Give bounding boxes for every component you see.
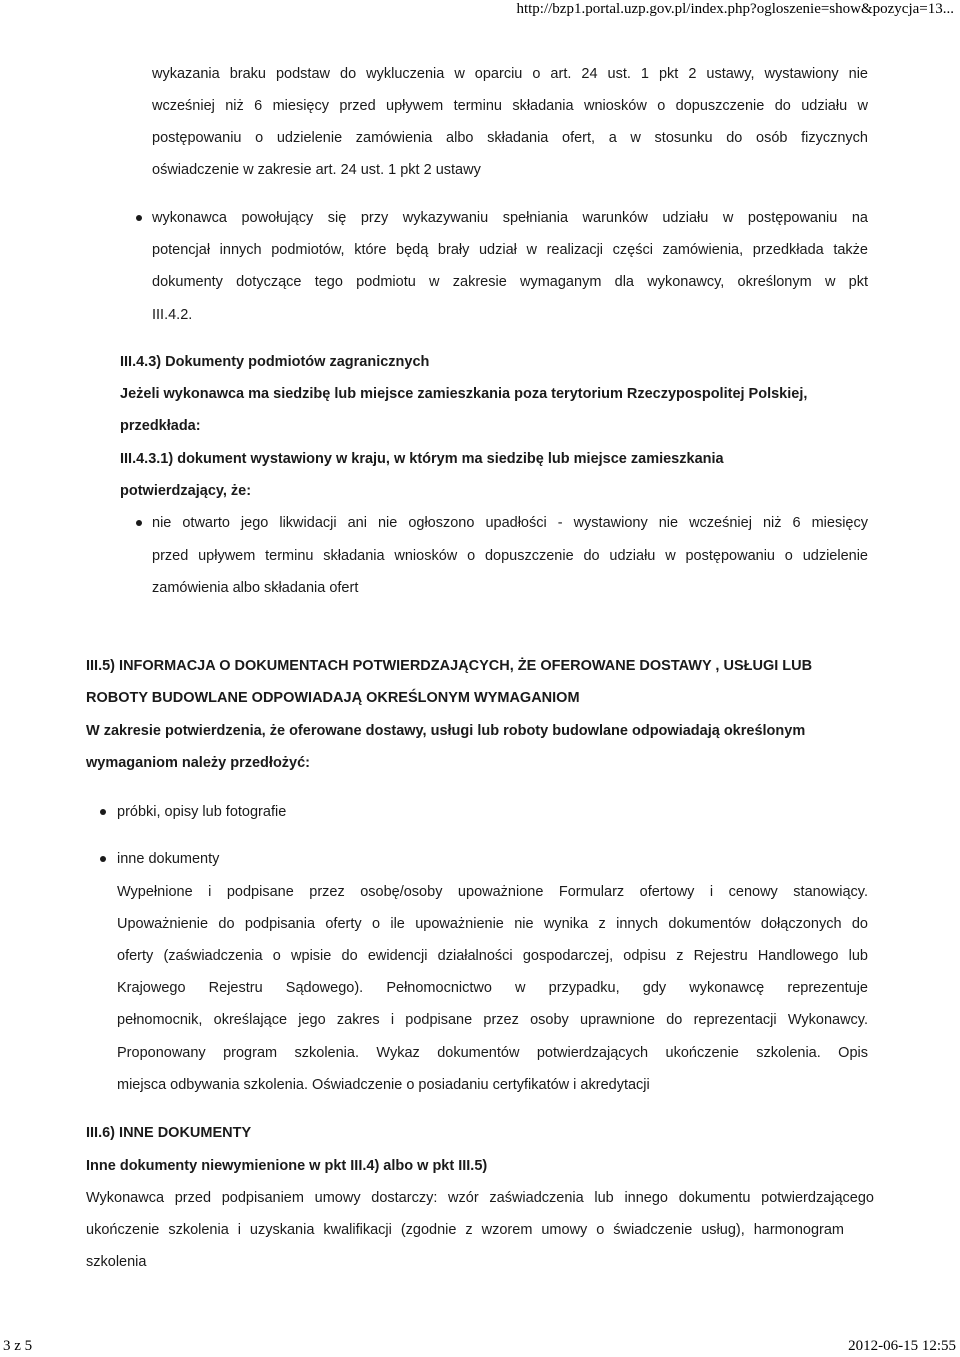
text-line: Wypełnione i podpisane przez osobę/osoby upoważnione Formularz ofertowy i cenowy stanowiący.: [117, 884, 868, 900]
text-line: III.4.3.1) dokument wystawiony w kraju, w którym ma siedzibę lub miejsce zamieszkania: [120, 451, 724, 467]
text-line: ukończenie szkolenia i uzyskania kwalifikacji (zgodnie z wzorem umowy o świadczenie usług), harmonogram: [86, 1222, 844, 1238]
section-subheading: Inne dokumenty niewymienione w pkt III.4) albo w pkt III.5): [86, 1158, 488, 1174]
text-line: pełnomocnik, określające jego zakres i podpisane przez osoby uprawnione do reprezentacji Wykonawcy.: [117, 1012, 868, 1028]
text-line: przedkłada:: [120, 418, 201, 434]
text-line: wykonawca powołujący się przy wykazywaniu spełniania warunków udziału w postępowaniu na: [152, 210, 868, 226]
print-datetime: 2012-06-15 12:55: [848, 1338, 956, 1354]
text-line: wymaganiom należy przedłożyć:: [86, 755, 311, 771]
text-line: W zakresie potwierdzenia, że oferowane dostawy, usługi lub roboty budowlane odpowiadają określonym: [86, 723, 806, 739]
bullet-icon: [136, 215, 142, 221]
bullet-icon: [100, 856, 106, 862]
text-line: zamówienia albo składania ofert: [152, 580, 359, 596]
page-url-header: http://bzp1.portal.uzp.gov.pl/index.php?ogloszenie=show&pozycja=13...: [516, 1, 954, 17]
text-line: Upoważnienie do podpisania oferty o ile upoważnienie nie wynika z innych dokumentów dołączonych do: [117, 916, 868, 932]
text-line: wykazania braku podstaw do wykluczenia w oparciu o art. 24 ust. 1 pkt 2 ustawy, wystawiony nie: [152, 66, 868, 82]
text-line: dokumenty dotyczące tego podmiotu w zakresie wymaganym dla wykonawcy, określonym w pkt: [152, 274, 868, 290]
list-item: inne dokumenty: [117, 851, 220, 867]
text-line: potwierdzający, że:: [120, 483, 252, 499]
text-line: Jeżeli wykonawca ma siedzibę lub miejsce zamieszkania poza terytorium Rzeczypospolitej Polskiej,: [120, 386, 808, 402]
section-heading: III.4.3) Dokumenty podmiotów zagranicznych: [120, 354, 430, 370]
text-line: postępowaniu o udzielenie zamówienia albo składania ofert, a w stosunku do osób fizycznych: [152, 130, 868, 146]
text-line: oświadczenie w zakresie art. 24 ust. 1 pkt 2 ustawy: [152, 162, 481, 178]
bullet-icon: [100, 809, 106, 815]
text-line: Krajowego Rejestru Sądowego). Pełnomocnictwo w przypadku, gdy wykonawcę reprezentuje: [117, 980, 868, 996]
text-line: nie otwarto jego likwidacji ani nie ogłoszono upadłości - wystawiony nie wcześniej niż 6 miesięcy: [152, 515, 868, 531]
section-heading: III.6) INNE DOKUMENTY: [86, 1125, 252, 1141]
bullet-icon: [136, 520, 142, 526]
text-line: szkolenia: [86, 1254, 147, 1270]
text-line: potencjał innych podmiotów, które będą brały udział w realizacji części zamówienia, przedkłada także: [152, 242, 868, 258]
text-line: wcześniej niż 6 miesięcy przed upływem terminu składania wniosków o dopuszczenie do udziału w: [152, 98, 868, 114]
text-line: III.4.2.: [152, 307, 193, 323]
list-item: próbki, opisy lub fotografie: [117, 804, 287, 820]
text-line: miejsca odbywania szkolenia. Oświadczenie o posiadaniu certyfikatów i akredytacji: [117, 1077, 650, 1093]
page-number: 3 z 5: [3, 1338, 33, 1354]
section-heading: ROBOTY BUDOWLANE ODPOWIADAJĄ OKREŚLONYM WYMAGANIOM: [86, 690, 580, 706]
text-line: Wykonawca przed podpisaniem umowy dostarczy: wzór zaświadczenia lub innego dokumentu potwierdzającego: [86, 1190, 874, 1206]
section-heading: III.5) INFORMACJA O DOKUMENTACH POTWIERDZAJĄCYCH, ŻE OFEROWANE DOSTAWY , USŁUGI LUB: [86, 658, 813, 674]
text-line: Proponowany program szkolenia. Wykaz dokumentów potwierdzających ukończenie szkolenia. Opis: [117, 1045, 868, 1061]
text-line: przed upływem terminu składania wniosków o dopuszczenie do udziału w postępowaniu o udzielenie: [152, 548, 868, 564]
text-line: oferty (zaświadczenia o wpisie do ewidencji działalności gospodarczej, odpisu z Rejestru Handlowego lub: [117, 948, 868, 964]
